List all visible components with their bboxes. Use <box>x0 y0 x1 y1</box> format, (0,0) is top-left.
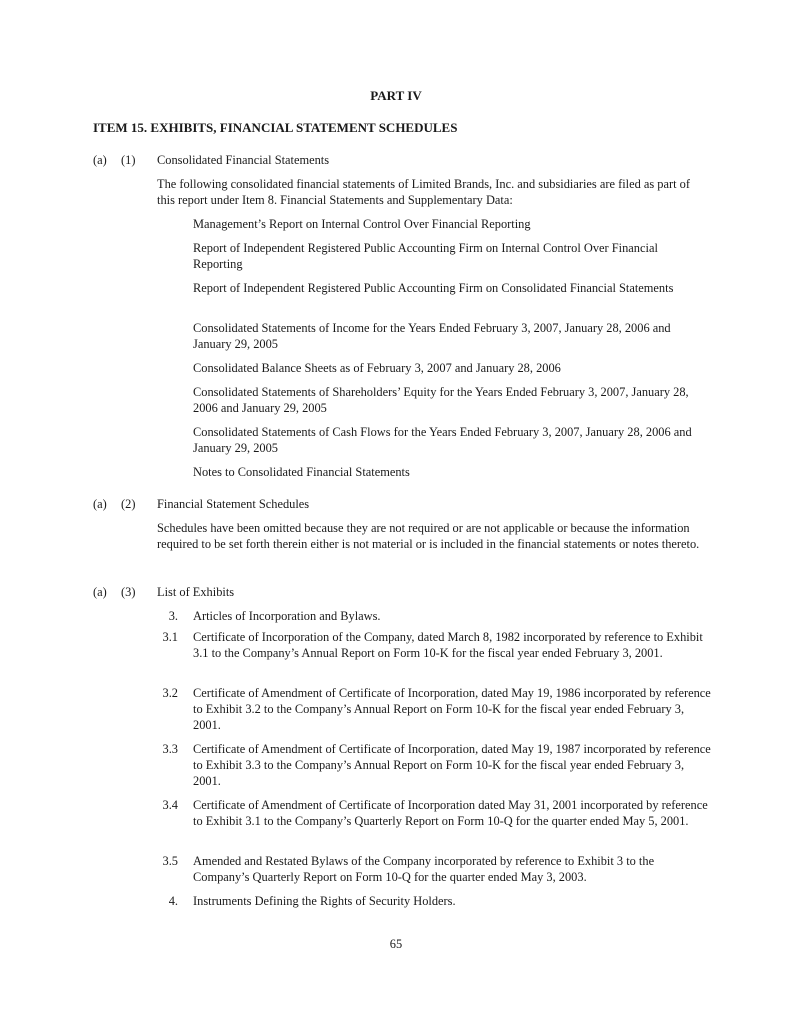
section2-text: Schedules have been omitted because they are not required or are not applicable or because the information required to be set forth therein either is not material or is included in the financial statements or notes thereto. <box>157 521 700 551</box>
page-number: 65 <box>389 937 403 951</box>
item-title: ITEM 15. EXHIBITS, FINANCIAL STATEMENT SCHEDULES <box>93 120 458 135</box>
exhibit-text: Articles of Incorporation and Bylaws. <box>193 609 381 623</box>
section1-letter: (a) <box>93 153 107 167</box>
section1-intro: The following consolidated financial statements of Limited Brands, Inc. and subsidiaries are filed as part of this report under Item 8. Financial Statements and Supplementary Data: <box>157 177 690 207</box>
exhibit-text: Instruments Defining the Rights of Security Holders. <box>193 894 456 908</box>
section3-title: List of Exhibits <box>157 585 235 599</box>
section3-number: (3) <box>121 585 136 599</box>
section2-letter: (a) <box>93 497 107 511</box>
exhibit-text: Certificate of Amendment of Certificate of Incorporation, dated May 19, 1986 incorporated by reference to Exhibit 3.2 to the Company’s Annual Report on Form 10-K for the fiscal year ended February 3, 2001. <box>193 686 711 732</box>
exhibit-text: Certificate of Amendment of Certificate of Incorporation, dated May 19, 1987 incorporated by reference to Exhibit 3.3 to the Company’s Annual Report on Form 10-K for the fiscal year ended February 3, 2001. <box>193 742 711 788</box>
exhibit-number: 4. <box>168 894 178 908</box>
statement-list-item: Report of Independent Registered Public Accounting Firm on Internal Control Over Financial Reporting <box>193 241 658 271</box>
statement-list-item: Consolidated Balance Sheets as of February 3, 2007 and January 28, 2006 <box>193 361 561 375</box>
statement-list-item: Notes to Consolidated Financial Statements <box>193 465 410 479</box>
exhibit-text: Certificate of Amendment of Certificate of Incorporation dated May 31, 2001 incorporated by reference to Exhibit 3.1 to the Company’s Quarterly Report on Form 10-Q for the quarter ended May 5, 2001. <box>193 798 708 828</box>
exhibit-number: 3.4 <box>162 798 178 812</box>
section1-title: Consolidated Financial Statements <box>157 153 330 167</box>
statement-list-item: Consolidated Statements of Cash Flows for the Years Ended February 3, 2007, January 28, 2006 and January 29, 2005 <box>193 425 692 455</box>
section2-title: Financial Statement Schedules <box>157 497 310 511</box>
statement-list-item: Report of Independent Registered Public Accounting Firm on Consolidated Financial Statements <box>193 281 674 295</box>
exhibit-number: 3.1 <box>162 630 178 644</box>
section3-letter: (a) <box>93 585 107 599</box>
statement-list-item: Consolidated Statements of Shareholders’ Equity for the Years Ended February 3, 2007, January 28, 2006 and January 29, 2005 <box>193 385 689 415</box>
section2-number: (2) <box>121 497 136 511</box>
exhibit-number: 3.2 <box>162 686 178 700</box>
statement-list-item: Consolidated Statements of Income for the Years Ended February 3, 2007, January 28, 2006 and January 29, 2005 <box>193 321 671 351</box>
exhibit-text: Amended and Restated Bylaws of the Company incorporated by reference to Exhibit 3 to the Company’s Quarterly Report on Form 10-Q for the quarter ended May 3, 2003. <box>193 854 655 884</box>
exhibit-number: 3.3 <box>162 742 178 756</box>
part-title: PART IV <box>370 88 422 103</box>
exhibit-text: Certificate of Incorporation of the Company, dated March 8, 1982 incorporated by reference to Exhibit 3.1 to the Company’s Annual Report on Form 10-K for the fiscal year ended February 3, 2001. <box>193 630 703 660</box>
section1-number: (1) <box>121 153 136 167</box>
exhibit-number: 3. <box>168 609 178 623</box>
statement-list-item: Management’s Report on Internal Control Over Financial Reporting <box>193 217 531 231</box>
exhibit-number: 3.5 <box>162 854 178 868</box>
